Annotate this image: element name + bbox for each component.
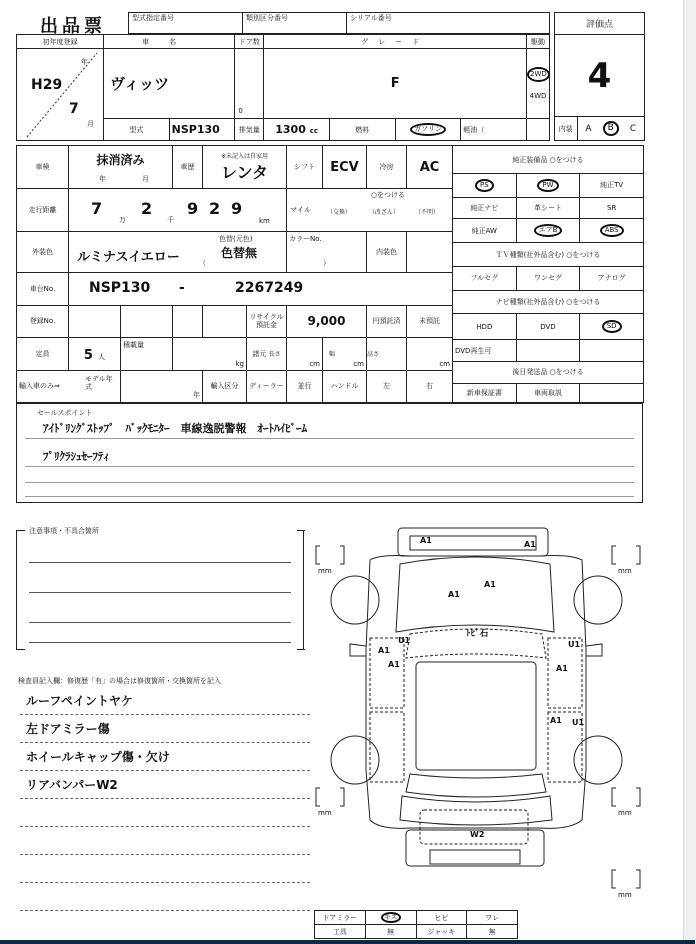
mm-unit-4: mm [618,809,632,817]
exchange-label: （交換） [327,209,352,217]
recycle-paid: 円預託済 [367,305,407,337]
mileage-man-unit: 万 [119,216,126,225]
tools-value: 無 [365,925,416,939]
capacity-unit: 人 [98,353,106,362]
color-no-label: カラーNo. [287,232,367,273]
damage-label-3: A1 [448,590,460,599]
cm-unit-1: cm [287,338,323,370]
ac-label: 冷房 [367,146,407,189]
tv-oneseg: ワンセグ [516,266,580,290]
drive-2wd: 2WD [527,67,550,82]
first-reg-era: H29 [31,77,63,93]
equipment-header: 純正装備品 ○をつける [453,146,644,174]
chassis-label: 車台No. [17,273,69,305]
dealer-option: ディーラー [247,370,287,402]
tv-fullseg: フルセグ [453,266,517,290]
fuel-diesel: 軽油（ [461,119,527,141]
navi-header: ナビ種類(社外品含む) ○をつける [453,290,644,314]
damage-label-13: W2 [470,830,485,839]
color-value: ルミナスイエロー [77,250,180,266]
grade-value: F [264,49,527,119]
mirror-scratch: キズ [381,912,401,923]
damage-label-1: A1 [420,536,432,545]
damage-label-12: U1 [572,718,585,727]
unknown-label: （不明） [415,209,440,217]
mileage-label: 走行距離 [17,189,69,232]
shift-label: シフト [287,146,323,189]
mm-unit-5: mm [618,891,632,899]
note-line-2: 左ドアミラー傷 [26,722,110,736]
damage-label-5: U1 [398,636,411,645]
recycle-unpaid: 未預託 [407,305,453,337]
navi-dvd: DVD [516,314,580,340]
note-line-4: リアバンパーW2 [26,778,118,792]
year-unit: 年 [81,58,88,66]
history-value: レンタ [221,163,268,183]
equip-ps: PS [475,179,494,192]
width-label: 幅 [329,351,336,359]
fuel-gasoline: ガソリン [410,123,446,136]
notes-label: 注意事項・不具合箇所 [29,527,99,535]
door-mirror-label: ドアミラー [315,911,366,925]
dims-label: 諸元 [252,349,267,358]
mileage-sen-unit: 千 [167,216,174,225]
damage-label-6: A1 [378,646,390,655]
sheet-title: 出品票 [40,16,106,37]
notes-box [16,527,304,650]
inspection-year-unit: 年 [99,174,106,183]
selling-point-line-2: ﾌﾟﾘｸﾗｼｭｾｰﾌﾃｨ [43,450,109,463]
inspection-label: 車検 [17,146,69,189]
selling-points-label: セールスポイント [37,409,93,417]
model-value: NSP130 [169,119,235,141]
parallel-option: 並行 [287,370,323,402]
mileage-digit-3: 9 [187,199,199,219]
chassis-number: 2267249 [235,280,304,297]
selling-point-line-1: ｱｲﾄﾞﾘﾝｸﾞｽﾄｯﾌﾟ ﾊﾞｯｸﾓﾆﾀｰ 車線逸脱警報 ｵｰﾄﾊｲﾋﾞｰﾑ [43,422,307,435]
note-line-3: ホイールキャップ傷・欠け [26,750,170,764]
ac-value: AC [407,146,453,189]
navi-sd: SD [602,320,622,333]
drive-label: 駆動 [527,35,550,49]
interior-grade-c: C [622,117,645,141]
first-reg-label: 初年度登録 [17,35,104,49]
model-year-label: モデル年式 [85,374,113,391]
eval-score: 4 [555,35,645,117]
equip-navi: 純正ナビ [453,197,517,219]
navi-hdd: HDD [453,314,517,340]
class-number-label: 類別区分番号 [243,13,347,34]
km-unit: km [259,217,270,226]
handle-left: 左 [367,370,407,402]
mirror-break: ワレ [467,911,518,925]
chassis-dash: - [179,280,185,297]
import-division-label: 輸入区分 [203,370,247,402]
note-line-1: ルーフペイントヤケ [26,694,133,708]
interior-grade-a: A [577,117,600,141]
color-change-label: 色替(元色) [219,235,253,244]
tv-header: ＴＶ種類(社外品含む) ○をつける [453,243,644,267]
mileage-digit-5: 9 [231,199,243,219]
damage-label-2: A1 [524,540,536,549]
jack-label: ジャッキ [416,925,467,939]
displacement-label: 排気量 [235,119,264,141]
vehicle-detail-table [16,145,453,403]
equip-sr: SR [580,197,644,219]
bottom-table [314,910,518,939]
equip-abs: ABS [600,224,624,237]
import-label: 輸入車のみ⇒ [19,381,60,390]
equip-aw: 純正AW [453,219,517,243]
mm-unit-1: mm [318,567,332,575]
month-unit: 月 [87,120,94,128]
damage-label-9: U1 [568,640,581,649]
shift-value: ECV [323,146,367,189]
equip-leather: 革シート [516,197,580,219]
evaluation-box [554,12,645,141]
paren-close: ） [323,259,330,268]
mm-unit-2: mm [618,567,632,575]
later-manual: 車両取説 [516,383,580,403]
import-year-unit: 年 [121,370,203,402]
inspector-label: 検査員記入欄：修復歴「有」の場合は修復箇所・交換箇所を記入 [18,677,221,685]
equip-pw: PW [537,179,558,192]
drive-4wd: 4WD [529,92,547,100]
mileage-digit-4: 2 [209,199,221,219]
mileage-digit-1: 7 [91,199,103,219]
inspection-month-unit: 月 [142,174,149,183]
modified-label: （改ざん） [369,209,400,217]
vertical-scrollbar[interactable] [683,0,696,944]
eval-label: 評価点 [555,13,645,35]
load-label: 積載量 [121,338,173,370]
type-designation-label: 型式指定番号 [129,13,243,34]
car-damage-diagram [310,520,650,910]
damage-label-7: A1 [388,660,400,669]
tv-analog: アナログ [580,266,644,290]
cc-unit: cc [309,127,319,135]
handle-right: 右 [407,370,453,402]
color-label: 外装色 [17,232,69,273]
capacity-label: 定員 [17,338,69,370]
recycle-value: 9,000 [287,305,367,337]
damage-label-11: A1 [550,716,562,725]
car-name: ヴィッツ [104,49,235,119]
jack-value: 無 [467,925,518,939]
equipment-table [452,145,644,403]
selling-points-box [16,403,643,503]
vehicle-basic-table [16,34,550,141]
mileage-digit-2: 2 [141,199,153,219]
handle-label: ハンドル [323,370,367,402]
reg-label: 登録No. [17,305,69,337]
inspection-status: 抹消済み [96,152,145,167]
height-label: 高さ [367,351,380,359]
serial-number-label: シリアル番号 [347,13,550,34]
tools-label: 工具 [315,925,366,939]
interior-color-label: 内装色 [367,232,407,273]
model-label: 型式 [104,119,170,141]
car-name-label: 車名 [104,35,235,49]
displacement-value: 1300 [275,123,306,136]
later-warranty: 新車保証書 [453,383,517,403]
length-label: 長さ [268,350,281,358]
damage-label-10: A1 [556,664,568,673]
damage-label-8: ﾄﾋﾞ石 [466,629,489,639]
paren-open: （ [199,259,206,268]
bottom-bar [0,940,695,944]
doors-value: 0 [235,49,264,119]
doors-label: ドア数 [235,35,264,49]
history-label: 車歴 [173,146,203,189]
cm-unit-3: cm [407,338,453,370]
mile-label: マイル [290,206,311,215]
interior-grade-b: B [603,121,619,136]
cm-unit-2: cm [353,359,364,368]
header-small-table [128,12,550,34]
equip-airbag: エアB [534,224,563,237]
damage-label-4: A1 [484,580,496,589]
recycle-label: リサイクル預託金 [247,305,287,337]
mm-unit-3: mm [318,809,332,817]
first-reg-month: 7 [69,101,79,117]
grade-label: グレード [264,35,527,49]
history-note: ※未記入は自家用 [220,153,269,161]
fuel-label: 燃料 [329,119,395,141]
later-header: 後日発送品 ○をつける [453,361,644,383]
equip-tv: 純正TV [580,174,644,198]
capacity-value: 5 [83,348,93,364]
dvd-play: DVD再生可 [453,340,517,362]
color-change-value: 色替無 [221,246,258,261]
interior-label: 内装 [555,117,578,141]
chassis-model: NSP130 [89,280,151,297]
kg-unit: kg [173,338,247,370]
mirror-crack: ヒビ [416,911,467,925]
circle-note: ○をつける [370,191,406,200]
